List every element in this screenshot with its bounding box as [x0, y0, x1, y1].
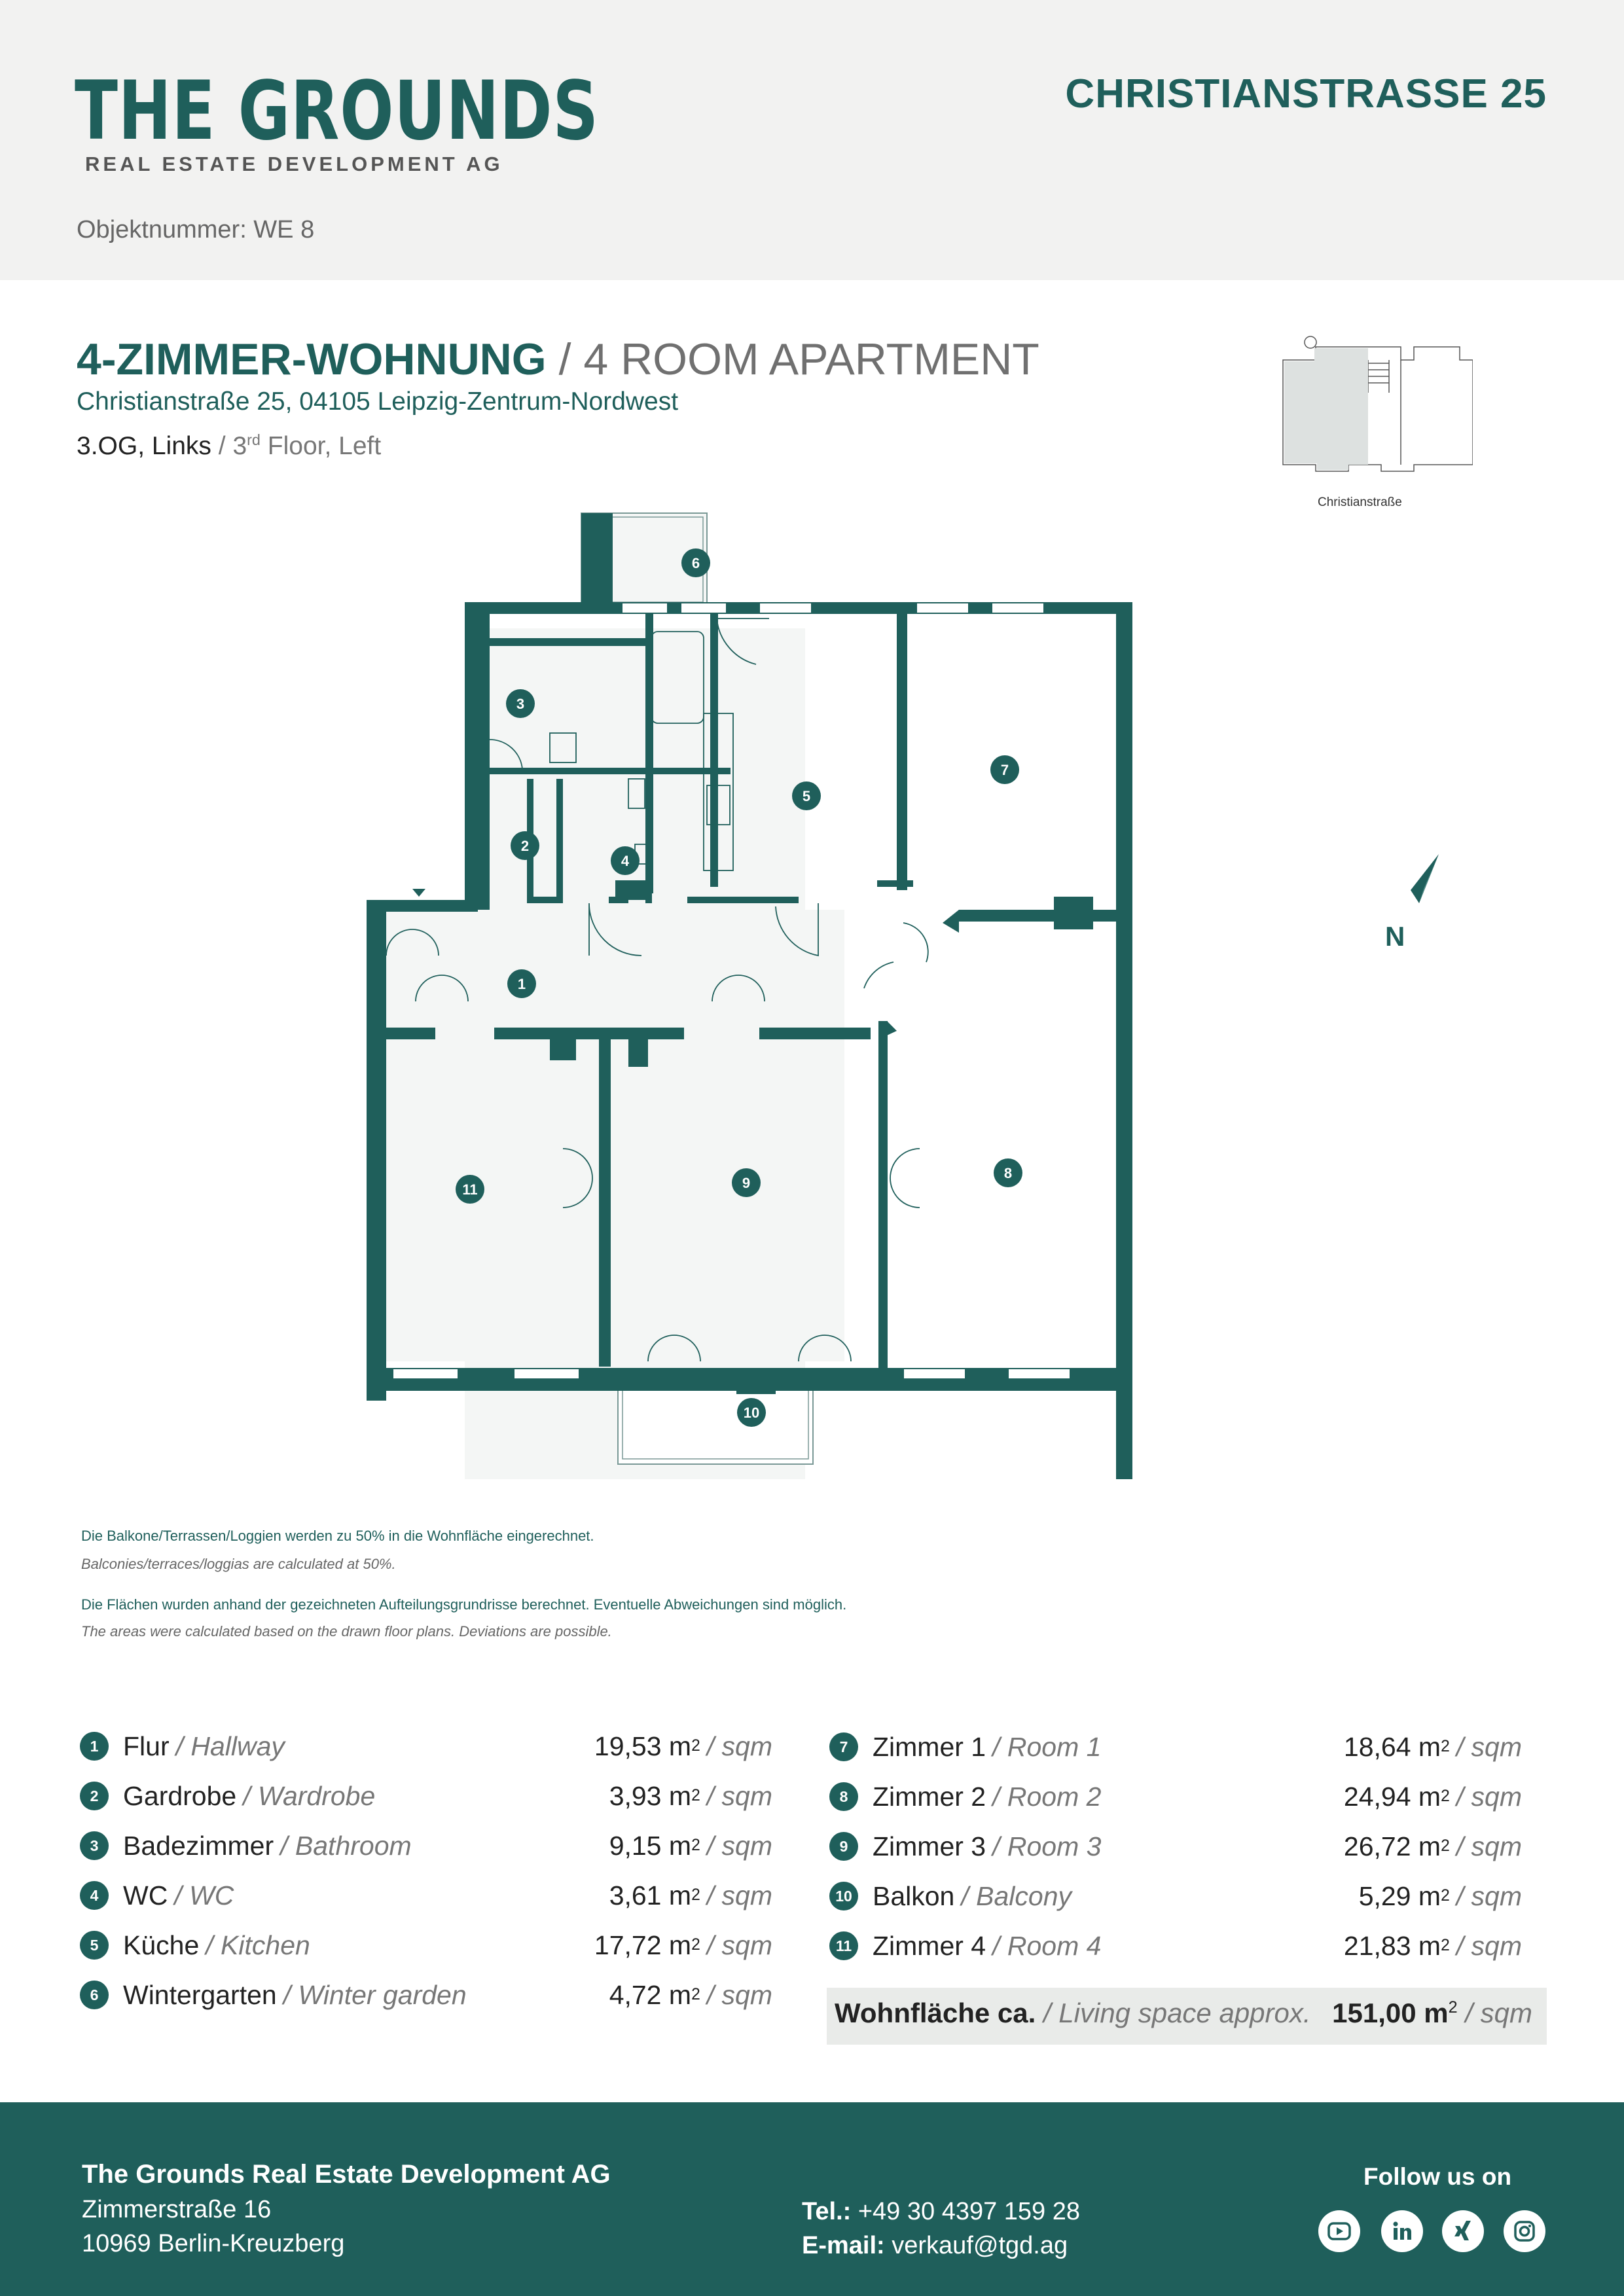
north-label: N — [1385, 921, 1405, 952]
unit: m — [668, 1979, 692, 2010]
note-areas-de: Die Flächen wurden anhand der gezeichneten Aufteilungsgrundrisse berechnet. Eventuelle Abweichungen sind möglich. — [81, 1596, 847, 1613]
footer-street: Zimmerstraße 16 — [82, 2196, 272, 2223]
title-en: / 4 ROOM APARTMENT — [546, 334, 1039, 384]
area-label-en: / Kitchen — [206, 1929, 310, 1960]
logo-subtitle: REAL ESTATE DEVELOPMENT AG — [85, 152, 503, 175]
north-arrow-icon — [1375, 851, 1440, 956]
footer-company: The Grounds Real Estate Development AG — [82, 2160, 611, 2189]
total-label-de: Wohnfläche ca. — [835, 1998, 1036, 2028]
note-balcony-en: Balconies/terraces/loggias are calculated at 50%. — [81, 1556, 396, 1572]
area-number: 8 — [829, 1782, 858, 1811]
floor-en-prefix: 3 — [232, 432, 247, 460]
area-number: 6 — [80, 1981, 109, 2009]
unit-en: / sqm — [1456, 1831, 1522, 1861]
area-row — [80, 1827, 412, 1864]
area-number: 9 — [829, 1832, 858, 1861]
phone-label: Tel.: — [802, 2198, 852, 2225]
area-row — [80, 1877, 234, 1914]
area-label-en: / Room 4 — [992, 1930, 1102, 1961]
area-value: 21,83 m 2 / sqm — [1343, 1930, 1522, 1961]
email-label: E-mail: — [802, 2232, 885, 2259]
area-value-number: 4,72 — [609, 1979, 662, 2010]
key-plan-street: Christianstraße — [1318, 495, 1402, 509]
total-label — [835, 1998, 1311, 2029]
area-label-de: Zimmer 1 — [873, 1731, 986, 1762]
note-balcony-de: Die Balkone/Terrassen/Loggien werden zu 50% in die Wohnfläche eingerechnet. — [81, 1528, 594, 1544]
unit: m — [668, 1929, 692, 1960]
area-label-de: Zimmer 3 — [873, 1831, 986, 1861]
total-value-number: 151,00 — [1332, 1998, 1416, 2028]
area-value-number: 9,15 — [609, 1830, 662, 1861]
area-value: 19,53 m 2 / sqm — [594, 1731, 772, 1761]
area-row — [829, 1828, 1101, 1865]
plan-marker: 2 — [520, 838, 530, 854]
area-label-de: Küche — [123, 1929, 200, 1960]
area-label-de: WC — [123, 1880, 168, 1910]
unit-en: / sqm — [1456, 1731, 1522, 1762]
area-label-en: / Room 2 — [992, 1781, 1102, 1812]
area-number: 1 — [80, 1732, 109, 1761]
area-value-number: 21,83 — [1343, 1930, 1411, 1961]
area-value-number: 17,72 — [594, 1929, 662, 1960]
area-number: 7 — [829, 1732, 858, 1761]
area-value: 17,72 m 2 / sqm — [594, 1929, 772, 1960]
instagram-icon[interactable] — [1504, 2210, 1545, 2252]
footer-email[interactable] — [802, 2232, 1068, 2260]
street-title: CHRISTIANSTRASSE 25 — [1065, 71, 1547, 117]
plan-marker: 7 — [1000, 762, 1009, 778]
area-label-en: / WC — [174, 1880, 234, 1910]
unit-en: / sqm — [1456, 1930, 1522, 1961]
area-value: 4,72 m 2 / sqm — [609, 1979, 772, 2010]
area-label-de: Flur — [123, 1731, 170, 1761]
unit: m — [668, 1880, 692, 1910]
area-label-de: Wintergarten — [123, 1979, 277, 2010]
area-label-en: / Bathroom — [280, 1830, 412, 1861]
unit: m — [1418, 1880, 1441, 1911]
unit-en: / sqm — [1465, 1998, 1532, 2028]
area-number: 3 — [80, 1831, 109, 1860]
unit: m — [1418, 1930, 1441, 1961]
page-title — [77, 334, 1039, 385]
unit: m — [1418, 1731, 1441, 1762]
area-row — [829, 1778, 1101, 1815]
xing-icon[interactable] — [1442, 2210, 1484, 2252]
footer-phone[interactable] — [802, 2198, 1080, 2226]
area-value-number: 19,53 — [594, 1731, 662, 1761]
area-value: 26,72 m 2 / sqm — [1343, 1831, 1522, 1861]
follow-label: Follow us on — [1363, 2163, 1512, 2190]
area-label-de: Zimmer 4 — [873, 1930, 986, 1961]
title-de: 4-ZIMMER-WOHNUNG — [77, 334, 547, 384]
note-areas-en: The areas were calculated based on the drawn floor plans. Deviations are possible. — [81, 1623, 612, 1640]
unit-en: / sqm — [1456, 1781, 1522, 1812]
plan-marker: 11 — [462, 1181, 478, 1198]
area-label-en: / Balcony — [961, 1880, 1072, 1911]
area-number: 11 — [829, 1931, 858, 1960]
area-value-number: 3,93 — [609, 1780, 662, 1811]
area-value: 5,29 m 2 / sqm — [1358, 1880, 1522, 1911]
unit: m — [1418, 1831, 1441, 1861]
area-number: 10 — [829, 1882, 858, 1910]
unit: m — [668, 1780, 692, 1811]
area-label-de: Zimmer 2 — [873, 1781, 986, 1812]
unit-en: / sqm — [706, 1979, 772, 2010]
unit-en: / sqm — [706, 1731, 772, 1761]
youtube-icon[interactable] — [1318, 2210, 1360, 2252]
area-value-number: 3,61 — [609, 1880, 662, 1910]
email-address: verkauf@tgd.ag — [884, 2232, 1068, 2259]
object-number: Objektnummer: WE 8 — [77, 216, 315, 243]
plan-marker: 10 — [743, 1405, 760, 1421]
unit: m — [668, 1731, 692, 1761]
unit-en: / sqm — [706, 1929, 772, 1960]
area-label-en: / Winter garden — [283, 1979, 467, 2010]
area-value-number: 26,72 — [1343, 1831, 1411, 1861]
footer-city: 10969 Berlin-Kreuzberg — [82, 2230, 345, 2257]
unit-en: / sqm — [1456, 1880, 1522, 1911]
unit: m — [668, 1830, 692, 1861]
area-row — [80, 1778, 375, 1814]
area-label-en: / Room 3 — [992, 1831, 1102, 1861]
area-label-de: Gardrobe — [123, 1780, 237, 1811]
area-label-en: / Room 1 — [992, 1731, 1102, 1762]
floor-sep: / — [211, 432, 233, 460]
area-label-de: Balkon — [873, 1880, 955, 1911]
area-label-de: Badezimmer — [123, 1830, 274, 1861]
unit-en: / sqm — [706, 1830, 772, 1861]
plan-marker: 1 — [517, 976, 526, 992]
area-row — [80, 1728, 285, 1765]
area-row — [829, 1729, 1101, 1765]
unit-en: / sqm — [706, 1780, 772, 1811]
linkedin-icon[interactable] — [1381, 2210, 1423, 2252]
floor-en-sup: rd — [247, 431, 261, 448]
area-row — [829, 1928, 1101, 1964]
area-value-number: 5,29 — [1358, 1880, 1411, 1911]
area-label-en: / Wardrobe — [243, 1780, 376, 1811]
floor-info — [77, 432, 381, 461]
plan-marker: 9 — [742, 1175, 751, 1191]
key-plan — [1276, 331, 1473, 520]
area-value-number: 24,94 — [1343, 1781, 1411, 1812]
unit-sup: 2 — [1448, 1998, 1458, 2017]
floor-en-suffix: Floor, Left — [260, 432, 382, 460]
phone-number: +49 30 4397 159 28 — [851, 2198, 1081, 2225]
plan-marker: 6 — [691, 555, 700, 571]
area-row — [80, 1927, 310, 1964]
area-value: 3,93 m 2 / sqm — [609, 1780, 772, 1811]
total-label-en: / Living space approx. — [1036, 1998, 1311, 2028]
plan-marker: 4 — [621, 853, 630, 869]
area-value: 18,64 m 2 / sqm — [1343, 1731, 1522, 1762]
area-number: 4 — [80, 1881, 109, 1910]
total-value — [1332, 1998, 1532, 2029]
area-value: 9,15 m 2 / sqm — [609, 1830, 772, 1861]
floor-plan — [340, 504, 1139, 1479]
unit: m — [1424, 1998, 1449, 2028]
plan-marker: 3 — [516, 696, 525, 712]
area-row — [829, 1878, 1072, 1914]
area-number: 5 — [80, 1931, 109, 1960]
area-value: 24,94 m 2 / sqm — [1343, 1781, 1522, 1812]
plan-marker: 5 — [802, 788, 811, 804]
area-value-number: 18,64 — [1343, 1731, 1411, 1762]
header-band — [0, 0, 1624, 280]
logo-wordmark: THE GROUNDS — [75, 64, 599, 158]
area-number: 2 — [80, 1782, 109, 1810]
plan-marker: 8 — [1003, 1165, 1013, 1181]
unit-en: / sqm — [706, 1880, 772, 1910]
address: Christianstraße 25, 04105 Leipzig-Zentrum-Nordwest — [77, 387, 679, 416]
area-label-en: / Hallway — [175, 1731, 285, 1761]
area-row — [80, 1977, 467, 2013]
floor-de: 3.OG, Links — [77, 432, 211, 460]
area-value: 3,61 m 2 / sqm — [609, 1880, 772, 1910]
unit: m — [1418, 1781, 1441, 1812]
